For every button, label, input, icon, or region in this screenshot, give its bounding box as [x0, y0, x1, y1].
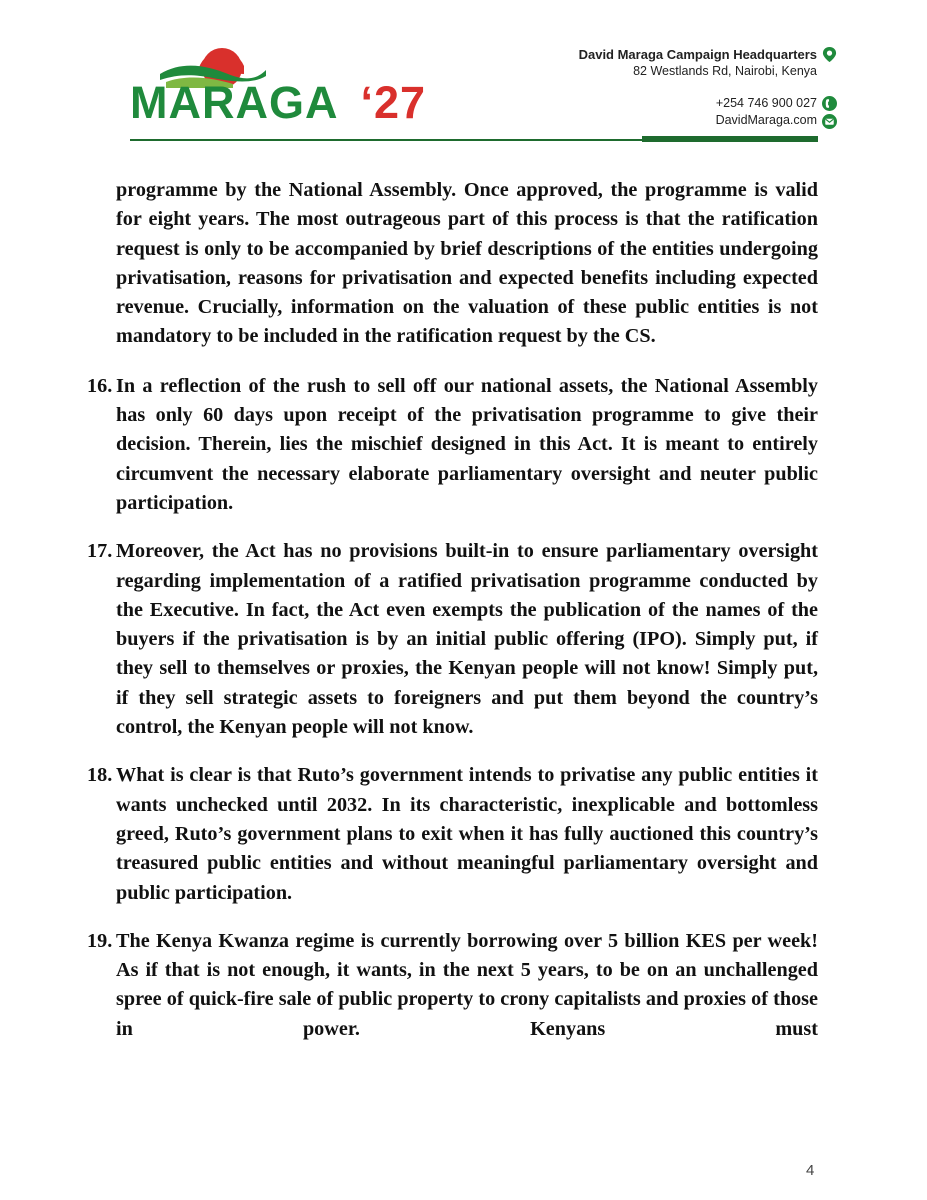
logo-wordmark: [130, 77, 427, 128]
website-link[interactable]: DavidMaraga.com: [715, 113, 817, 127]
paragraph-number: 19.: [87, 929, 113, 952]
numbered-paragraph-17: [87, 537, 818, 742]
letterhead: [0, 0, 927, 150]
logo-year: ‘27: [360, 77, 427, 128]
campaign-logo: [130, 44, 450, 134]
paragraph-text: The Kenya Kwanza regime is currently borrowing over 5 billion KES per week! As if that is not enough, it wants, in the next 5 years, to be on an unchallenged spree of quick-fire sale of public property to crony capitalists and proxies of those in power. Kenyans must: [116, 929, 818, 1040]
phone-row: [579, 95, 817, 112]
paragraph-text: What is clear is that Ruto’s government intends to privatise any public entities it wants unchecked until 2032. In its characteristic, inexplicable and bottomless greed, Ruto’s government plans to exit when it has fully auctioned this country’s treasured public entities and without meaningful parliamentary oversight and public participation.: [116, 764, 818, 904]
header-divider-thick: [642, 136, 818, 142]
page-number: 4: [806, 1162, 815, 1179]
contact-block: [579, 46, 817, 129]
email-icon: [822, 114, 837, 129]
numbered-paragraph-16: [87, 372, 818, 518]
paragraph-text: In a reflection of the rush to sell off our national assets, the National Assembly has only 60 days upon receipt of the privatisation programme to give their decision. Therein, lies the mischief designed in this Act. It is meant to entirely circumvent the necessary elaborate parliamentary oversight and neuter public participation.: [116, 374, 818, 514]
website-row: [579, 112, 817, 129]
paragraph-number: 17.: [87, 540, 113, 563]
numbered-paragraph-19: [87, 927, 818, 1044]
phone-number[interactable]: +254 746 900 027: [715, 96, 817, 110]
logo-name: MARAGA: [130, 77, 339, 128]
paragraph-text: Moreover, the Act has no provisions built-in to ensure parliamentary oversight regarding implementation of a ratified privatisation programme conducted by the Executive. In fact, the Act even exempts the publication of the names of the buyers if the privatisation is by an initial public offering (IPO). Simply put, if they sell to themselves or proxies, the Kenyan people will not know! Simply put, if they sell strategic assets to foreigners and put them beyond the country’s control, the Kenyan people will not know.: [116, 540, 818, 739]
phone-icon: [822, 96, 837, 111]
paragraph-number: 18.: [87, 764, 113, 787]
continued-paragraph: programme by the National Assembly. Once approved, the programme is valid for eight years. The most outrageous part of this process is that the ratification request is only to be accompanied by brief descriptions of the entities undergoing privatisation, reasons for privatisation and expected benefits including expected revenue. Crucially, information on the valuation of these public entities is not mandatory to be included in the ratification request by the CS.: [116, 179, 818, 348]
address: 82 Westlands Rd, Nairobi, Kenya: [633, 64, 817, 78]
header-divider-thin: [130, 139, 642, 141]
document-body: [87, 176, 818, 1063]
organization-text: David Maraga Campaign Headquarters: [578, 47, 817, 62]
location-pin-icon: [822, 47, 837, 62]
numbered-paragraph-18: [87, 761, 818, 907]
paragraph-number: 16.: [87, 374, 113, 397]
organization-name: [579, 46, 817, 63]
